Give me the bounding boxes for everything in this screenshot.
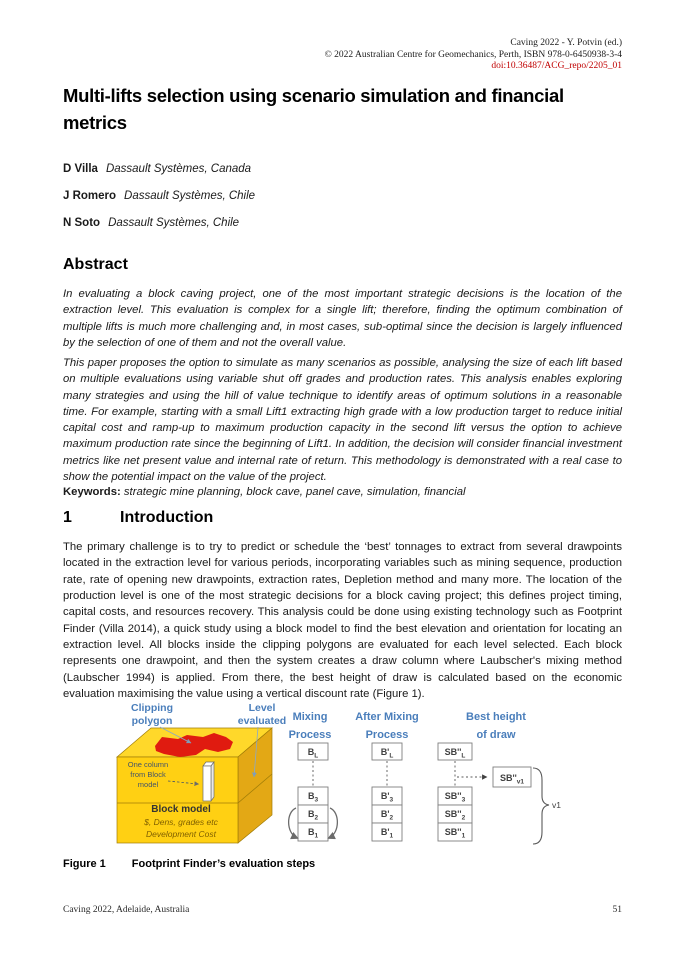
- box-label: $B'_L$: [380, 747, 394, 760]
- clipping-polygon-label: Clipping polygon: [131, 702, 173, 727]
- block-model-sub1: $, Dens, grades etc: [144, 817, 218, 827]
- after-mixing-title: After Mixing Process: [355, 711, 419, 741]
- mix-rotate-right-icon: [329, 808, 337, 838]
- introduction-paragraph: The primary challenge is to try to predict or schedule the ‘best’ tonnages to extract from several drawpoints located in the extraction level for various periods, incorporating variables such as mining sequence, production rate, rate of opening new drawpoints, extraction rates, Depletion method and many more. The location of the production level is one of the most strategic decisions for a block caving project; this defines project timing, capital costs, and resources recovery. This analysis could be done using existing technology such as Footprint Finder (Villa 2014), a quick study using a block model to find the best elevation and orientation for locating an extraction level. All blocks inside the clipping polygons are evaluated for each level selected. Each block represents one drawpoint, and then the system creates a draw column where Laubscher's mixing method (Laubscher 1994) is applied. From there, the best height of draw is calculated based on the economic evaluation maximising the value using a vertical discount rate (Figure 1).: [63, 541, 622, 701]
- box-label: $B'_1$: [380, 827, 394, 840]
- box-label: $SB''_L$: [444, 747, 466, 760]
- box-label: $B_L$: [307, 747, 319, 760]
- footer-conference: Caving 2022, Adelaide, Australia: [63, 905, 190, 915]
- author-row: [63, 190, 255, 202]
- author-name: N Soto: [63, 217, 101, 229]
- brace-label: v1: [552, 800, 561, 810]
- block-model-3d: [117, 702, 286, 843]
- keywords-line: [63, 486, 622, 498]
- figure-1-diagram: [0, 697, 678, 857]
- abstract-heading: Abstract: [63, 256, 128, 273]
- section-heading-introduction: [63, 509, 213, 527]
- level-evaluated-label: Level evaluated: [237, 702, 287, 727]
- copyright-line: © 2022 Australian Centre for Geomechanics, Perth, ISBN 978-0-6450938-3-4: [324, 49, 622, 60]
- section-title: Introduction: [120, 509, 214, 526]
- author-list: [63, 163, 255, 244]
- proceedings-line: Caving 2022 - Y. Potvin (ed.): [510, 38, 622, 48]
- draw-column-side: [211, 762, 214, 801]
- author-name: D Villa: [63, 163, 98, 175]
- figure-caption-label: Figure 1: [63, 858, 106, 870]
- section-number: 1: [63, 509, 72, 526]
- abstract-paragraph-1: In evaluating a block caving project, one of the most important strategic decisions is the location of the extraction level. This evaluation is complex for a single lift; therefore, finding the optimum combination of multiple lifts is much more challenging and, in most cases, sub-optimal since the decision is largely influenced by the selection of one of them and not the overall value.: [63, 288, 622, 349]
- keywords-text: strategic mine planning, block cave, panel cave, simulation, financial: [123, 486, 466, 498]
- box-label: $B'_3$: [380, 791, 394, 804]
- doi-link[interactable]: doi:10.36487/ACG_repo/2205_01: [491, 61, 622, 71]
- one-column-label: One column from Block model: [127, 760, 169, 789]
- box-label: $B_1$: [307, 827, 319, 840]
- paper-title: Multi-lifts selection using scenario simulation and financial metrics: [63, 85, 564, 133]
- box-label: $B_2$: [307, 809, 319, 822]
- box-label: $B_3$: [307, 791, 319, 804]
- mixing-process-title: Mixing Process: [288, 711, 332, 741]
- box-label: $SB''_1$: [444, 827, 466, 840]
- author-row: [63, 163, 255, 175]
- author-affiliation: Dassault Systèmes, Chile: [124, 190, 256, 202]
- box-label: $SB''_3$: [444, 791, 466, 804]
- keywords-label: Keywords:: [63, 486, 121, 498]
- result-box-label: $SB''_{v1}$: [499, 773, 525, 786]
- figure-caption-text: Footprint Finder’s evaluation steps: [131, 858, 316, 870]
- box-label: $SB''_2$: [444, 809, 466, 822]
- brace-icon: [533, 768, 549, 844]
- footer-page-number: 51: [612, 905, 622, 915]
- author-name: J Romero: [63, 190, 117, 202]
- author-affiliation: Dassault Systèmes, Chile: [108, 217, 240, 229]
- block-model-label: Block model: [151, 804, 211, 815]
- author-affiliation: Dassault Systèmes, Canada: [105, 163, 252, 175]
- block-model-sub2: Development Cost: [146, 829, 216, 839]
- page-header: [325, 38, 622, 73]
- mix-rotate-left-icon: [289, 808, 297, 838]
- best-height-title: Best height of draw: [466, 711, 526, 741]
- author-row: [63, 217, 255, 229]
- draw-column-front: [203, 766, 211, 801]
- figure-caption: [63, 858, 315, 870]
- abstract-paragraph-2: This paper proposes the option to simulate as many scenarios as possible, analysing the size of each lift based on multiple evaluations using variable shut off grades and production rates. This analysis enables exploring many strategies and using the hill of value technique to identify areas of optimum solutions in a reasonable time. For example, starting with a small Lift1 extracting high grade with a low production target to reduce initial capital cost and ramp-up to maximum production capacity in the second lift versus the option to achieve maximum production rate since the beginning of Lift1. In addition, the decision will consider financial investment metrics like net present value and internal rate of return. This methodology is demonstrated with a real case to show the potential impact on the value of the project.: [63, 357, 622, 484]
- box-label: $B'_2$: [380, 809, 394, 822]
